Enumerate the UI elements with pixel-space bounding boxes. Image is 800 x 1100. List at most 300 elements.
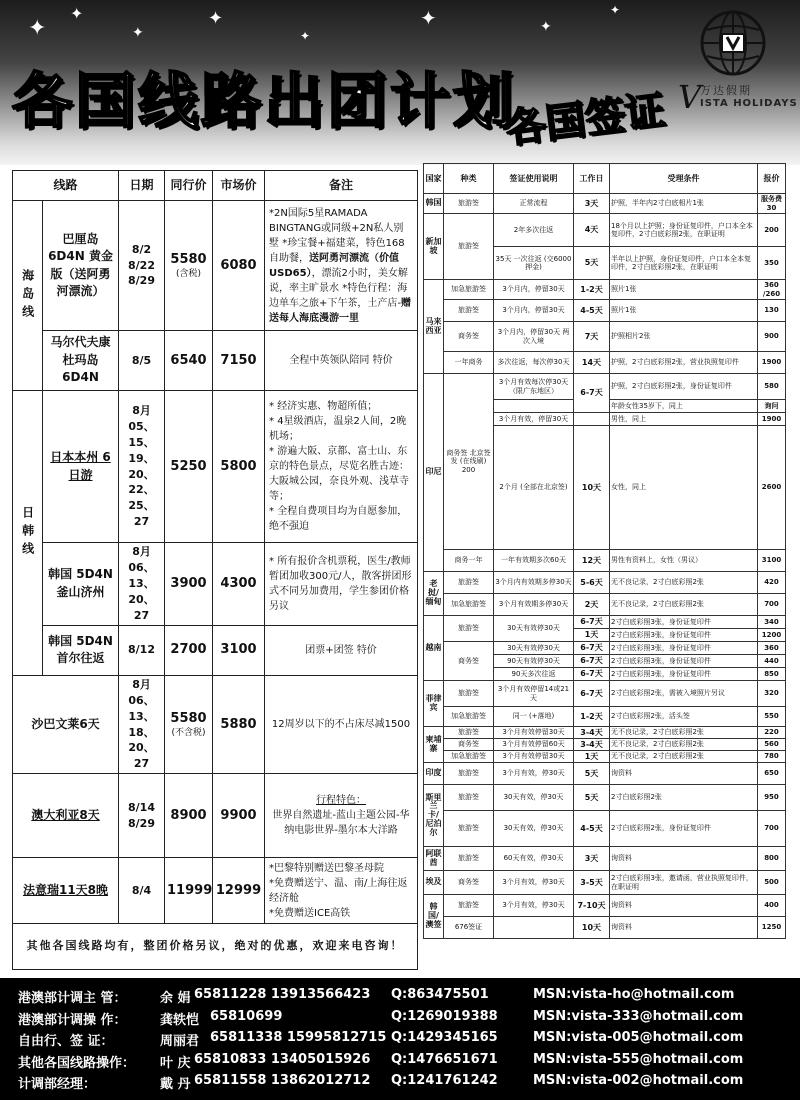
visa-kind: 一年商务 [444,352,494,374]
visa-fee: 800 [758,847,786,871]
market-price: 5800 [213,391,265,543]
visa-fee: 3100 [758,550,786,572]
route-notes: * 经济实惠、物超所值； * 4星级酒店，温泉2人间，2晚机场； * 游遍大阪、京都、富士山、东京的特色景点，尽览名胜古迹：大阪城公园，奈良外观、浅草寺等； * 全程自费项目均为自愿参加，绝不强迫 [265,391,418,543]
visa-fee: 400 [758,895,786,917]
column-header: 种类 [444,164,494,194]
route-notes: *巴黎特别赠送巴黎圣母院 *免费赠送宁、温、南/上海往返经济舱 *免费赠送ICE高铁 [265,858,418,924]
contact-role: 计调部经理： [18,1077,97,1092]
visa-conditions: 护照，2寸白底彩照2张，身份证复印件 [610,374,758,400]
visa-fee: 900 [758,322,786,352]
star-icon: ✦ [610,3,621,17]
visa-kind: 商务签 [444,642,494,681]
visa-workdays: 12天 [574,550,610,572]
visa-usage: 3个月有效停留60天 [494,739,574,751]
visa-fee: 650 [758,763,786,785]
route-name: 巴厘岛 6D4N 黄金版（送阿勇河漂流） [43,201,119,331]
visa-conditions: 2寸白底彩照3张，身份证复印件 [610,616,758,629]
visa-country: 越南 [424,616,444,681]
logo-mark: V [678,78,702,116]
price-note: (不含税) [171,728,206,739]
visa-kind: 加急旅游签 [444,280,494,300]
visa-workdays: 7-10天 [574,895,610,917]
visa-kind: 旅游签 [444,194,494,214]
visa-fee: 440 [758,655,786,668]
route-dates: 8/5 [119,331,165,391]
logo-en: ISTA HOLIDAYS [700,98,798,109]
visa-usage: 2个月 (全部在北京签) [494,426,574,550]
visa-conditions: 照片1张 [610,280,758,300]
visa-fee: 询问 [758,400,786,413]
visa-fee: 1900 [758,352,786,374]
visa-workdays: 5-6天 [574,572,610,594]
table-row [13,625,418,675]
table-row [13,858,418,924]
route-name: 韩国 5D4N 首尔往返 [43,625,119,675]
route-notes: 团票+团签 特价 [265,625,418,675]
visa-workdays: 7天 [574,322,610,352]
route-dates: 8月 05、15、19、20、22、25、27 [119,391,165,543]
contact-role: 港澳部计调主 管： [18,991,127,1006]
route-name: 日本本州 6日游 [43,391,119,543]
visa-workdays: 6-7天 [574,374,610,413]
visa-fee: 350 [758,247,786,280]
visa-workdays: 6-7天 [574,681,610,707]
route-notes: 行程特色： 世界自然遗址-蓝山主题公园-华纳电影世界-墨尔本大洋路 [265,774,418,858]
contact-phone: 65810833 13405015926 [194,1051,371,1067]
visa-conditions: 2寸白底彩照3张，身份证复印件 [610,668,758,681]
visa-conditions: 照片1张 [610,300,758,322]
visa-fee: 1900 [758,413,786,426]
route-notes: *2N国际5星RAMADA BINGTANG或同级+2N私人别墅 *珍宝餐+福建菜，特色168自助餐，送阿勇河漂流（价值USD65），漂流2小时，美女解说，率主旷景水 *特色行程：海边单车之旅+下午茶，土产店-赠送每人海底漫游一里 [265,201,418,331]
star-icon: ✦ [28,16,47,41]
visa-country: 印尼 [424,374,444,572]
table-row [13,391,418,543]
visa-fee: 560 [758,739,786,751]
contact-row [0,1073,800,1095]
visa-usage: 2年多次往返 [494,214,574,247]
contact-phone: 65811228 13913566423 [194,987,371,1002]
visa-conditions: 2寸白底彩照2张 [610,785,758,811]
visa-usage: 3个月有效，停留30天 [494,413,574,426]
visa-workdays: 5天 [574,785,610,811]
company-logo [678,8,800,138]
table-row [424,550,786,572]
visa-workdays: 10天 [574,426,610,550]
contact-qq: Q:863475501 [391,987,489,1002]
visa-kind: 加急旅游签 [444,751,494,763]
visa-workdays: 6-7天 [574,655,610,668]
table-header-row [13,171,418,201]
contact-qq: Q:1241761242 [391,1073,498,1088]
market-price: 5880 [213,675,265,774]
peer-price: 3900 [165,543,213,626]
visa-kind: 加急旅游签 [444,707,494,727]
route-name: 澳大利亚8天 [13,774,119,858]
table-row [13,543,418,626]
visa-conditions: 2寸白底彩照2张，活头签 [610,707,758,727]
market-price: 12999 [213,858,265,924]
visa-fee: 950 [758,785,786,811]
table-row [424,322,786,352]
contact-qq: Q:1476651671 [391,1051,498,1067]
visa-conditions: 无不良记录，2寸白底彩照2张 [610,727,758,739]
visa-fee: 850 [758,668,786,681]
visa-workdays: 1-2天 [574,280,610,300]
visa-conditions: 询资料 [610,895,758,917]
star-icon: ✦ [70,4,84,23]
visa-usage [494,400,574,413]
visa-conditions: 询资料 [610,917,758,939]
route-dates: 8月 06、13、20、27 [119,543,165,626]
visa-country: 阿联酋 [424,847,444,871]
visa-workdays: 3天 [574,847,610,871]
visa-kind: 旅游签 [444,300,494,322]
visa-fee: 700 [758,811,786,847]
column-header: 国家 [424,164,444,194]
column-header: 工作日 [574,164,610,194]
visa-fee: 130 [758,300,786,322]
table-row [424,727,786,739]
peer-price: 5580 (不含税) [165,675,213,774]
visa-kind: 旅游签 [444,811,494,847]
visa-kind: 商务一年 [444,550,494,572]
visa-conditions: 无不良记录，2寸白底彩照2张 [610,594,758,616]
visa-workdays: 6-7天 [574,668,610,681]
visa-usage: 一年有效期多次60天 [494,550,574,572]
visa-workdays: 6-7天 [574,616,610,629]
visa-workdays: 3-4天 [574,727,610,739]
visa-workdays: 3-4天 [574,739,610,751]
visa-fee: 340 [758,616,786,629]
contact-person: 龚轶恺 [160,1012,200,1028]
visa-conditions: 询资料 [610,847,758,871]
visa-conditions: 无不良记录，2寸白底彩照2张 [610,751,758,763]
star-icon: ✦ [208,8,224,29]
contact-msn: MSN:vista-ho@hotmail.com [533,987,735,1002]
market-price: 6080 [213,201,265,331]
visa-country: 柬埔寨 [424,727,444,763]
table-row [424,352,786,374]
route-group: 日韩线 [13,391,43,676]
visa-kind: 旅游签 [444,847,494,871]
contact-person: 余 娟 [160,991,191,1006]
contact-msn: MSN:vista-333@hotmail.com [533,1008,744,1024]
visa-conditions: 2寸白底彩照3张，身份证复印件 [610,655,758,668]
visa-kind: 旅游签 [444,616,494,642]
star-icon: ✦ [540,19,552,35]
contact-role: 自由行、签 证： [18,1034,114,1049]
column-header: 受理条件 [610,164,758,194]
visa-usage: 3个月内，停留30天 [494,300,574,322]
visa-fee: 1200 [758,629,786,642]
route-notes: 12周岁以下的不占床尽减1500 [265,675,418,774]
visa-kind: 商务签 [444,739,494,751]
visa-fee: 580 [758,374,786,400]
visa-usage: 90天有效停30天 [494,655,574,668]
visa-country: 印度 [424,763,444,785]
visa-country: 韩国/澳签 [424,895,444,939]
logo-text [678,78,800,120]
contact-person: 戴 丹 [160,1077,191,1092]
visa-fee: 780 [758,751,786,763]
route-name: 沙巴文莱6天 [13,675,119,774]
visa-workdays: 4天 [574,214,610,247]
table-row [424,681,786,707]
visa-usage: 多次往返，每次停30天 [494,352,574,374]
visa-fee: 700 [758,594,786,616]
market-price: 7150 [213,331,265,391]
contact-row [0,1009,800,1031]
table-row [424,374,786,400]
peer-price: 11999 [165,858,213,924]
visa-usage: 3个月有效期多停30天 [494,594,574,616]
contact-phone: 65811558 13862012712 [194,1073,371,1088]
contact-qq: Q:1269019388 [391,1008,498,1024]
visa-usage: 3个月有效停留14或21天 [494,681,574,707]
table-row [424,594,786,616]
visa-country: 斯里兰卡/尼泊尔 [424,785,444,847]
visa-fee: 200 [758,214,786,247]
visa-workdays [574,413,610,426]
visa-usage: 30天有效停30天 [494,616,574,642]
table-row [424,642,786,655]
route-dates: 8月 06、13、18、20、27 [119,675,165,774]
table-row [424,572,786,594]
visa-conditions: 2寸白底彩照3张，邀请函，营业执照复印件，在职证明 [610,871,758,895]
visa-fee: 320 [758,681,786,707]
route-name: 法意瑞11天8晚 [13,858,119,924]
visa-conditions: 护照，2寸白底彩照2张，营业执照复印件 [610,352,758,374]
table-row [424,917,786,939]
visa-country: 韩国 [424,194,444,214]
visa-usage: 60天有效，停30天 [494,847,574,871]
route-notes: * 所有报价含机票税，医生/教师暂团加收300元/人，散客拼团形式不同另加费用，学生参团价格另议 [265,543,418,626]
visa-fee: 360 /260 [758,280,786,300]
visa-usage: 3个月内，停留30天 两次入境 [494,322,574,352]
peer-price: 5250 [165,391,213,543]
contact-row [0,987,800,1009]
visa-conditions: 男性有资料上，女性（男议） [610,550,758,572]
visa-fee: 220 [758,727,786,739]
route-name: 马尔代夫康杜玛岛 6D4N [43,331,119,391]
table-row [424,739,786,751]
table-row [13,675,418,774]
visa-usage: 30天有效，停30天 [494,811,574,847]
visa-workdays: 10天 [574,917,610,939]
star-icon: ✦ [420,6,437,30]
table-row [424,785,786,811]
contact-msn: MSN:vista-555@hotmail.com [533,1051,744,1067]
contact-row [0,1052,800,1074]
table-row [13,331,418,391]
route-group: 海岛线 [13,201,43,391]
peer-price: 6540 [165,331,213,391]
visa-conditions: 2寸白底彩照3张，身份证复印件 [610,629,758,642]
visa-usage: 3个月有效，停30天 [494,763,574,785]
route-notes: 全程中英领队陪同 特价 [265,331,418,391]
visa-country: 菲律宾 [424,681,444,727]
visa-workdays: 4-5天 [574,300,610,322]
visa-country: 新加坡 [424,214,444,280]
logo-cn: 万达假期 [700,84,752,97]
visa-kind: 加急旅游签 [444,594,494,616]
route-name: 韩国 5D4N 釜山济州 [43,543,119,626]
footer-note: 其他各国线路均有，整团价格另议，绝对的优惠，欢迎来电咨询！ [13,924,418,970]
contact-msn: MSN:vista-002@hotmail.com [533,1073,744,1088]
visa-table [423,163,786,939]
contact-phone: 65811338 15995812715 [210,1030,387,1045]
visa-conditions: 年龄女性35岁下，同上 [610,400,758,413]
visa-usage: 3个月有效每次停30天（限广东地区） [494,374,574,400]
visa-conditions: 女性，同上 [610,426,758,550]
visa-kind: 旅游签 [444,214,494,280]
visa-fee: 2600 [758,426,786,550]
table-row [13,201,418,331]
visa-kind: 商务签 [444,871,494,895]
visa-usage: 正常流程 [494,194,574,214]
visa-usage: 30天有效停30天 [494,642,574,655]
column-header: 同行价 [165,171,213,201]
visa-conditions: 半年以上护照，身份证复印件，户口本全本复印件，2寸白底彩照2张，在职证明 [610,247,758,280]
visa-fee: 420 [758,572,786,594]
route-dates: 8/14 8/29 [119,774,165,858]
table-row [13,774,418,858]
visa-conditions: 男性，同上 [610,413,758,426]
table-row [424,895,786,917]
visa-conditions: 询资料 [610,763,758,785]
visa-workdays: 6-7天 [574,642,610,655]
column-header: 日期 [119,171,165,201]
table-header-row [424,164,786,194]
contact-phone: 65810699 [210,1008,283,1024]
visa-kind: 676签证 [444,917,494,939]
visa-workdays: 3-5天 [574,871,610,895]
table-row [424,194,786,214]
peer-price: 5580 (含税) [165,201,213,331]
visa-kind: 商务签 北京签发 (在线刷) 200 [444,374,494,550]
visa-country: 埃及 [424,871,444,895]
visa-workdays: 3天 [574,194,610,214]
table-row [424,871,786,895]
contact-qq: Q:1429345165 [391,1030,498,1045]
route-dates: 8/12 [119,625,165,675]
visa-usage: 3个月内，停留30天 [494,280,574,300]
contact-footer [0,978,800,1100]
column-header: 备注 [265,171,418,201]
page-header [0,0,800,165]
visa-conditions: 2寸白底彩照2张，需被入境照片另议 [610,681,758,707]
visa-kind: 商务签 [444,322,494,352]
table-row [424,811,786,847]
table-row [424,300,786,322]
column-header: 报价 [758,164,786,194]
page-title: 各国线路出团计划 [12,67,516,137]
visa-conditions: 护照相片2张 [610,322,758,352]
visa-usage [494,917,574,939]
contact-person: 叶 庆 [160,1055,191,1071]
visa-workdays: 5天 [574,763,610,785]
visa-country: 马来西亚 [424,280,444,374]
visa-usage: 30天有效，停30天 [494,785,574,811]
visa-workdays: 5天 [574,247,610,280]
contact-person: 周丽君 [160,1034,200,1049]
table-row [424,214,786,247]
peer-price: 8900 [165,774,213,858]
route-dates: 8/2 8/22 8/29 [119,201,165,331]
visa-conditions: 护照，半年内2寸白底相片1张 [610,194,758,214]
visa-kind: 旅游签 [444,895,494,917]
price-note: (含税) [176,269,202,280]
table-row [424,763,786,785]
visa-usage: 3个月有效，停30天 [494,895,574,917]
visa-workdays: 1天 [574,751,610,763]
visa-conditions: 18个月以上护照；身份证复印件，户口本全本复印件，2寸白底彩照2张，在职证明 [610,214,758,247]
visa-kind: 旅游签 [444,785,494,811]
visa-usage: 3个月内有效期多停30天 [494,572,574,594]
visa-conditions: 无不良记录，2寸白底彩照2张 [610,739,758,751]
market-price: 3100 [213,625,265,675]
star-icon: ✦ [132,25,144,41]
visa-workdays: 14天 [574,352,610,374]
visa-usage: 35天 一次往返 (交6000押金) [494,247,574,280]
contact-row [0,1030,800,1052]
table-row [424,847,786,871]
visa-kind: 旅游签 [444,763,494,785]
table-row [424,280,786,300]
visa-fee: 360 [758,642,786,655]
visa-conditions: 2寸白底彩照3张，身份证复印件 [610,642,758,655]
table-row [424,707,786,727]
market-price: 9900 [213,774,265,858]
column-header: 线路 [13,171,119,201]
globe-icon [698,8,768,78]
visa-fee: 服务费30 [758,194,786,214]
visa-kind: 旅游签 [444,681,494,707]
contact-role: 港澳部计调操 作： [18,1012,127,1028]
visa-usage: 3个月有效停留30天 [494,751,574,763]
routes-table [12,170,418,970]
visa-conditions: 无不良记录，2寸白底彩照2张 [610,572,758,594]
visa-workdays: 4-5天 [574,811,610,847]
visa-country: 老挝/缅甸 [424,572,444,616]
star-icon: ✦ [300,29,311,43]
contact-role: 其他各国线路操作： [18,1055,136,1071]
table-row [424,751,786,763]
visa-workdays: 2天 [574,594,610,616]
market-price: 4300 [213,543,265,626]
visa-kind: 旅游签 [444,727,494,739]
column-header: 签证使用说明 [494,164,574,194]
visa-kind: 旅游签 [444,572,494,594]
visa-usage: 3个月有效停留30天 [494,727,574,739]
visa-fee: 500 [758,871,786,895]
visa-section-title: 各国签证 [503,87,668,153]
visa-conditions: 2寸白底彩照2张，身份证复印件 [610,811,758,847]
visa-usage: 90天多次往返 [494,668,574,681]
route-dates: 8/4 [119,858,165,924]
visa-workdays: 1-2天 [574,707,610,727]
column-header: 市场价 [213,171,265,201]
table-row [13,924,418,970]
visa-usage: 同一 (+落地) [494,707,574,727]
contact-msn: MSN:vista-005@hotmail.com [533,1030,744,1045]
visa-fee: 1250 [758,917,786,939]
visa-usage: 3个月有效，停30天 [494,871,574,895]
table-row [424,616,786,629]
visa-fee: 550 [758,707,786,727]
peer-price: 2700 [165,625,213,675]
visa-workdays: 1天 [574,629,610,642]
